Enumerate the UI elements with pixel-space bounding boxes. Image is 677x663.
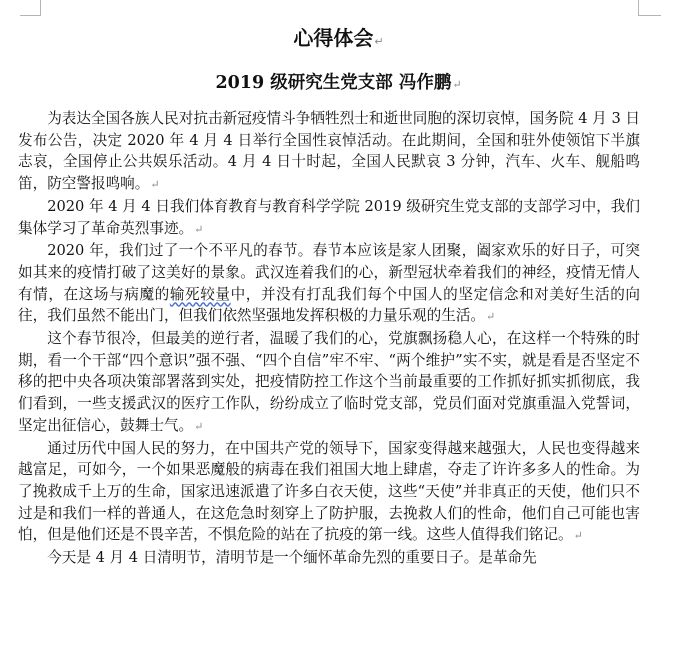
body-paragraph-2[interactable] (18, 196, 640, 240)
paragraph-text: 这个春节很冷，但最美的逆行者，温暖了我们的心，党旗飘扬稳人心，在这样一个特殊的时期，看一个干部“四个意识”强不强、“四个自信”牢不牢、“两个维护”实不实，就是看是否坚定不移的把中央各项决策部署落到实处，把疫情防控工作这个当前最重要的工作抓好抓实抓彻底，我们看到，一些支援武汉的医疗工作队，纷纷成立了临时党支部，党员们面对党旗重温入党誓词，坚定出征信心，鼓舞士气。 (18, 330, 640, 434)
document-title[interactable] (0, 22, 677, 58)
document-byline[interactable] (0, 68, 677, 100)
paragraph-text: 为表达全国各族人民对抗击新冠疫情斗争牺牲烈士和逝世同胞的深切哀悼，国务院 4 月 3 日发布公告，决定 2020 年 4 月 4 日举行全国性哀悼活动。在此期间，全国和驻外使领馆下半旗志哀，全国停止公共娱乐活动。4 月 4 日十时起，全国人民默哀 3 分钟，汽车、火车、舰船鸣笛，防空警报鸣响。 (18, 110, 640, 193)
paragraph-mark-icon: ↵ (194, 419, 204, 433)
body-paragraph-1[interactable] (18, 108, 640, 196)
document-body[interactable] (18, 108, 640, 569)
paragraph-text: 2020 年 4 月 4 日我们体育教育与教育科学学院 2019 级研究生党支部的支部学习中，我们集体学习了革命英烈事迹。 (18, 197, 640, 237)
paragraph-mark-icon: ↵ (194, 222, 204, 236)
paragraph-mark-icon: ↵ (374, 35, 384, 48)
paragraph-text: 今天是 4 月 4 日清明节，清明节是一个缅怀革命先烈的重要日子。是革命先 (47, 549, 537, 567)
document-title-text: 心得体会 (293, 26, 374, 50)
page-margin-corner-left (20, 0, 41, 16)
document-byline-text: 2019 级研究生党支部 冯作鹏 (215, 73, 452, 93)
paragraph-text: 2020 年，我们过了一个不平凡的春节。春节本应该是家人团聚，阖家欢乐的好日子，可突如其来的疫情打破了这美好的景象。武汉连着我们的心，新型冠状牵着我们的神经，疫情无情人有情，在这场与病魔的输死较量中，并没有打乱我们每个中国人的坚定信念和对美好生活的向往，我们虽然不能出门，但我们依然坚强地发挥积极的力量乐观的生活。 (18, 242, 640, 325)
spellcheck-underline[interactable]: 输死较量 (169, 285, 231, 303)
body-paragraph-6[interactable] (18, 547, 640, 569)
page-margin-corner-right (638, 0, 661, 16)
paragraph-mark-icon: ↵ (150, 178, 160, 192)
paragraph-mark-icon: ↵ (573, 529, 583, 543)
body-paragraph-4[interactable] (18, 328, 640, 438)
body-paragraph-3[interactable] (18, 240, 640, 328)
paragraph-mark-icon: ↵ (452, 78, 462, 91)
paragraph-text: 通过历代中国人民的努力，在中国共产党的领导下，国家变得越来越强大，人民也变得越来越富足，可如今，一个如果恶魔般的病毒在我们祖国大地上肆虐，夺走了许许多多人的性命。为了挽救成千上万的生命，国家迅速派遣了许多白衣天使，这些“天使”并非真正的天使，他们只不过是和我们一样的普通人，在这危急时刻穿上了防护服，去挽救人们的性命，他们自己可能也害怕，但是他们还是不畏辛苦，不惧危险的站在了抗疫的第一线。这些人值得我们铭记。 (18, 439, 640, 544)
paragraph-mark-icon: ↵ (486, 310, 496, 324)
body-paragraph-5[interactable] (18, 438, 640, 548)
